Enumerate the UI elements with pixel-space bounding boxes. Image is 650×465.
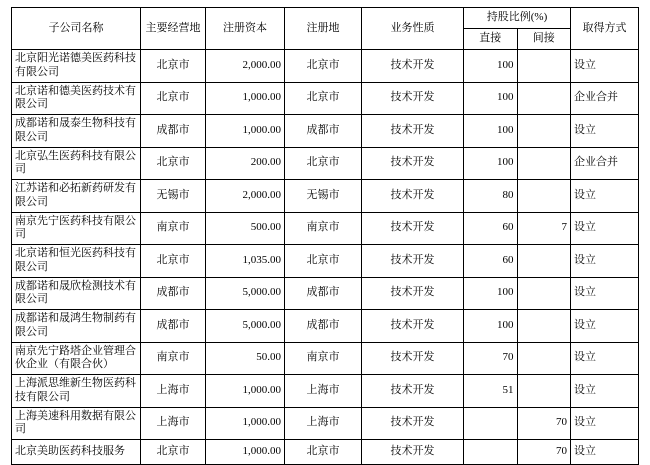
cell-main-region: 成都市 [141,277,206,310]
cell-registered-capital: 500.00 [206,212,285,245]
cell-registered-place: 南京市 [285,212,362,245]
cell-acquire-method: 设立 [571,375,639,408]
column-header-registered-place: 注册地 [285,8,362,50]
cell-registered-place: 北京市 [285,440,362,465]
cell-business-nature: 技术开发 [362,342,464,375]
cell-direct-ratio: 60 [464,245,518,278]
cell-indirect-ratio [517,82,571,115]
cell-name: 南京先宁医药科技有限公司 [12,212,141,245]
cell-main-region: 成都市 [141,115,206,148]
cell-acquire-method: 企业合并 [571,82,639,115]
cell-main-region: 北京市 [141,245,206,278]
cell-name: 成都诺和晟鸿生物制药有限公司 [12,310,141,343]
table-row [12,245,639,278]
cell-business-nature: 技术开发 [362,440,464,465]
table-row [12,407,639,440]
cell-business-nature: 技术开发 [362,310,464,343]
cell-main-region: 北京市 [141,440,206,465]
cell-direct-ratio [464,407,518,440]
cell-registered-place: 成都市 [285,115,362,148]
cell-main-region: 上海市 [141,375,206,408]
cell-direct-ratio: 100 [464,147,518,180]
cell-direct-ratio: 100 [464,82,518,115]
cell-indirect-ratio [517,180,571,213]
cell-indirect-ratio [517,245,571,278]
cell-registered-capital: 5,000.00 [206,277,285,310]
cell-acquire-method: 设立 [571,342,639,375]
table-row [12,180,639,213]
table-row [12,440,639,465]
cell-business-nature: 技术开发 [362,180,464,213]
cell-name: 南京先宁路塔企业管理合伙企业（有限合伙） [12,342,141,375]
cell-registered-capital: 1,000.00 [206,115,285,148]
table-header-row-1 [12,8,639,29]
table-row [12,277,639,310]
table-row [12,50,639,83]
cell-registered-capital: 2,000.00 [206,50,285,83]
cell-name: 北京阳光诺德美医药科技有限公司 [12,50,141,83]
cell-direct-ratio: 51 [464,375,518,408]
cell-indirect-ratio [517,277,571,310]
cell-registered-place: 南京市 [285,342,362,375]
table-row [12,212,639,245]
column-header-business-nature: 业务性质 [362,8,464,50]
cell-acquire-method: 设立 [571,180,639,213]
cell-indirect-ratio: 70 [517,407,571,440]
column-header-indirect: 间接 [517,29,571,50]
column-header-direct: 直接 [464,29,518,50]
cell-acquire-method: 企业合并 [571,147,639,180]
cell-main-region: 北京市 [141,50,206,83]
cell-registered-place: 上海市 [285,375,362,408]
cell-name: 成都诺和晟欣检测技术有限公司 [12,277,141,310]
cell-name: 北京美助医药科技服务 [12,440,141,465]
table-body [12,50,639,465]
cell-registered-capital: 1,000.00 [206,82,285,115]
cell-indirect-ratio [517,342,571,375]
column-header-main-region: 主要经营地 [141,8,206,50]
cell-acquire-method: 设立 [571,310,639,343]
cell-indirect-ratio: 70 [517,440,571,465]
cell-registered-capital: 200.00 [206,147,285,180]
cell-main-region: 上海市 [141,407,206,440]
cell-acquire-method: 设立 [571,245,639,278]
cell-acquire-method: 设立 [571,212,639,245]
document-page [0,7,650,458]
cell-main-region: 北京市 [141,147,206,180]
cell-indirect-ratio [517,50,571,83]
cell-main-region: 无锡市 [141,180,206,213]
column-header-registered-capital: 注册资本 [206,8,285,50]
cell-registered-place: 北京市 [285,245,362,278]
cell-registered-capital: 1,000.00 [206,375,285,408]
table-row [12,147,639,180]
cell-registered-capital: 1,000.00 [206,440,285,465]
cell-business-nature: 技术开发 [362,147,464,180]
cell-direct-ratio: 100 [464,277,518,310]
cell-registered-place: 北京市 [285,147,362,180]
cell-registered-capital: 5,000.00 [206,310,285,343]
cell-direct-ratio: 60 [464,212,518,245]
cell-name: 江苏诺和必拓新药研发有限公司 [12,180,141,213]
cell-direct-ratio: 80 [464,180,518,213]
cell-indirect-ratio [517,115,571,148]
table-row [12,375,639,408]
cell-indirect-ratio [517,375,571,408]
cell-business-nature: 技术开发 [362,277,464,310]
cell-name: 上海派思维新生物医药科技有限公司 [12,375,141,408]
cell-indirect-ratio [517,310,571,343]
table-row [12,342,639,375]
column-header-holding-ratio: 持股比例(%) [464,8,571,29]
cell-business-nature: 技术开发 [362,212,464,245]
cell-name: 成都诺和晟泰生物科技有限公司 [12,115,141,148]
cell-direct-ratio: 100 [464,310,518,343]
cell-direct-ratio: 70 [464,342,518,375]
cell-name: 北京诺和恒光医药科技有限公司 [12,245,141,278]
table-row [12,310,639,343]
cell-main-region: 南京市 [141,342,206,375]
subsidiary-table [11,7,639,465]
cell-main-region: 北京市 [141,82,206,115]
cell-registered-place: 无锡市 [285,180,362,213]
cell-main-region: 成都市 [141,310,206,343]
cell-registered-capital: 1,000.00 [206,407,285,440]
column-header-acquire-method: 取得方式 [571,8,639,50]
cell-registered-capital: 2,000.00 [206,180,285,213]
cell-registered-place: 上海市 [285,407,362,440]
cell-acquire-method: 设立 [571,277,639,310]
cell-registered-place: 成都市 [285,310,362,343]
cell-registered-place: 北京市 [285,82,362,115]
cell-direct-ratio [464,440,518,465]
cell-acquire-method: 设立 [571,440,639,465]
cell-business-nature: 技术开发 [362,82,464,115]
cell-name: 北京弘生医药科技有限公司 [12,147,141,180]
cell-registered-capital: 50.00 [206,342,285,375]
cell-name: 北京诺和德美医药技术有限公司 [12,82,141,115]
cell-acquire-method: 设立 [571,50,639,83]
cell-business-nature: 技术开发 [362,407,464,440]
cell-direct-ratio: 100 [464,50,518,83]
cell-indirect-ratio: 7 [517,212,571,245]
cell-direct-ratio: 100 [464,115,518,148]
cell-name: 上海美速科用数据有限公司 [12,407,141,440]
cell-business-nature: 技术开发 [362,115,464,148]
cell-registered-place: 北京市 [285,50,362,83]
cell-business-nature: 技术开发 [362,375,464,408]
cell-acquire-method: 设立 [571,407,639,440]
cell-main-region: 南京市 [141,212,206,245]
column-header-name: 子公司名称 [12,8,141,50]
cell-business-nature: 技术开发 [362,245,464,278]
table-header [12,8,639,50]
cell-registered-capital: 1,035.00 [206,245,285,278]
table-row [12,82,639,115]
table-row [12,115,639,148]
cell-business-nature: 技术开发 [362,50,464,83]
cell-indirect-ratio [517,147,571,180]
cell-registered-place: 成都市 [285,277,362,310]
cell-acquire-method: 设立 [571,115,639,148]
